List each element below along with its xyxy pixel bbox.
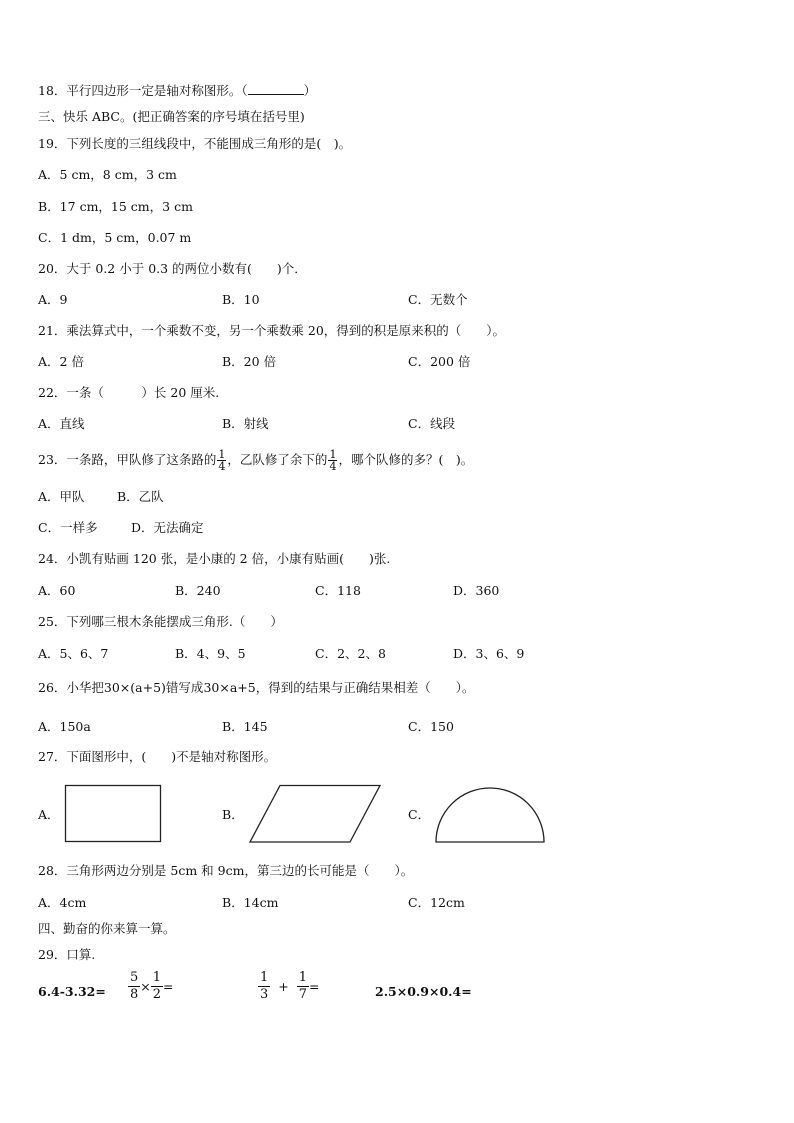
fraction-one-quarter: $\frac{1}{4}$ [329, 448, 337, 473]
option-24a: A．60 [38, 583, 76, 598]
option-23a: A．甲队 [38, 489, 85, 504]
question-25: 25．下列哪三根木条能摆成三角形.（ ） [38, 614, 283, 629]
option-28c: C．12cm [408, 895, 465, 910]
option-23d: D．无法确定 [131, 520, 204, 535]
question-23: 23．一条路，甲队修了这条路的 $\frac{1}{4}$ ，乙队修了余下的 $\frac{1}{4}$ ，哪个队修的多？( )。 [38, 448, 474, 473]
option-25d: D．3、6、9 [453, 646, 525, 661]
option-19c: C．1 dm，5 cm，0.07 m [38, 230, 192, 245]
expression-correct: 30×(a+5) [103, 680, 166, 695]
option-22c: C．线段 [408, 416, 456, 431]
option-25c: C．2、2、8 [315, 646, 386, 661]
option-20a: A．9 [38, 292, 68, 307]
question-29: 29．口算. [38, 947, 96, 962]
question-18: 18．平行四边形一定是轴对称图形。（ ） [38, 83, 317, 98]
option-27b: B． [222, 807, 244, 822]
question-20: 20．大于 0.2 小于 0.3 的两位小数有( )个． [38, 261, 307, 276]
rectangle-figure [64, 784, 164, 844]
question-27: 27．下面图形中，( )不是轴对称图形。 [38, 749, 277, 764]
option-24c: C．118 [315, 583, 361, 598]
option-25b: B．4、9、5 [175, 646, 246, 661]
question-28: 28．三角形两边分别是 5cm 和 9cm，第三边的长可能是（ ）。 [38, 863, 414, 878]
option-21b: B．20 倍 [222, 354, 277, 369]
mental-calc-2: $\frac{5}{8}$ × $\frac{1}{2}$ = [130, 970, 174, 1002]
expression-wrong: 30×a+5 [203, 680, 256, 695]
option-25a: A．5、6、7 [38, 646, 109, 661]
option-22b: B．射线 [222, 416, 269, 431]
option-27a: A． [38, 807, 60, 822]
section-3-heading: 三、快乐 ABC。(把正确答案的序号填在括号里) [38, 109, 305, 124]
section-4-heading: 四、勤奋的你来算一算。 [38, 921, 176, 936]
option-28b: B．14cm [222, 895, 279, 910]
question-26: 26．小华把30×(a+5)错写成30×a+5，得到的结果与正确结果相差（ ）。 [38, 680, 475, 695]
option-24b: B．240 [175, 583, 221, 598]
mental-calc-3: $\frac{1}{3}$ + $\frac{1}{7}$ = [260, 970, 320, 1002]
option-24d: D．360 [453, 583, 500, 598]
option-23c: C．一样多 [38, 520, 98, 535]
option-21a: A．2 倍 [38, 354, 84, 369]
option-20b: B．10 [222, 292, 260, 307]
mental-calc-1: 6.4-3.32= [38, 984, 106, 999]
option-28a: A．4cm [38, 895, 87, 910]
question-21: 21．乘法算式中，一个乘数不变，另一个乘数乘 20，得到的积是原来积的（ ）。 [38, 323, 506, 338]
question-24: 24．小凯有贴画 120 张，是小康的 2 倍，小康有贴画( )张. [38, 551, 391, 566]
option-19a: A．5 cm，8 cm，3 cm [38, 167, 177, 182]
question-19: 19．下列长度的三组线段中，不能围成三角形的是( )。 [38, 136, 352, 151]
option-23b: B．乙队 [117, 489, 164, 504]
option-20c: C．无数个 [408, 292, 468, 307]
parallelogram-figure [248, 784, 383, 844]
option-26b: B．145 [222, 719, 268, 734]
answer-blank[interactable] [248, 82, 304, 95]
fraction-one-quarter: $\frac{1}{4}$ [218, 448, 226, 473]
option-26c: C．150 [408, 719, 454, 734]
option-19b: B．17 cm，15 cm，3 cm [38, 199, 193, 214]
mental-calc-4: 2.5×0.9×0.4= [375, 984, 472, 999]
option-21c: C．200 倍 [408, 354, 471, 369]
semicircle-figure [434, 786, 546, 844]
question-22: 22．一条（ ）长 20 厘米. [38, 385, 220, 400]
option-22a: A．直线 [38, 416, 85, 431]
option-27c: C． [408, 807, 431, 822]
option-26a: A．150a [38, 719, 91, 734]
